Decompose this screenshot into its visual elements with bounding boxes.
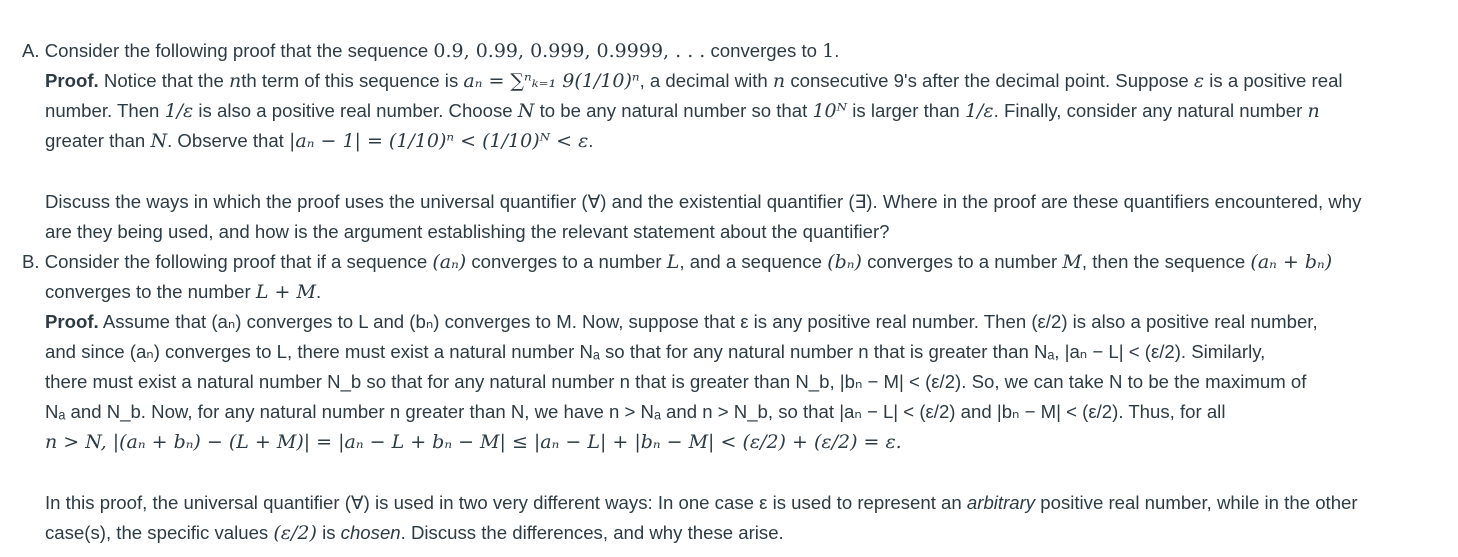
math-M: M <box>1062 251 1082 273</box>
part-a-proof-text: is a positive real <box>1204 70 1343 91</box>
part-a-limit: 1 <box>822 40 835 62</box>
part-b-final-text: positive real number, while in the other <box>1035 492 1358 513</box>
part-b-final-text: . Discuss the differences, and why these arise. <box>400 522 784 543</box>
part-b-intro-text: converges to a number <box>861 251 1063 272</box>
math-one-over-epsilon: 1/ε <box>164 100 194 122</box>
part-a-label: A. <box>22 40 40 61</box>
part-b-intro-line-2 <box>22 277 1452 307</box>
part-b-proof-line-5 <box>22 427 1452 457</box>
part-b-intro-text: converges to a number <box>466 251 667 272</box>
part-b-final-text: case(s), the specific values <box>45 522 274 543</box>
math-one-over-epsilon: 1/ε <box>964 100 994 122</box>
math-L-plus-M: L + M <box>255 281 316 303</box>
part-a-proof-line-2 <box>22 96 1452 126</box>
math-n: n <box>1307 100 1320 122</box>
part-b-label: B. <box>22 251 40 272</box>
part-b-intro-line-1 <box>22 247 1452 277</box>
math-N: N <box>517 100 535 122</box>
part-a-proof-text: greater than <box>45 130 151 151</box>
part-a-proof-text: is larger than <box>847 100 965 121</box>
math-seq-b: (bₙ) <box>827 251 862 273</box>
math-final-inequality: n > N, |(aₙ + bₙ) − (L + M)| = |aₙ − L + bₙ − M| ≤ |aₙ − L| + |bₙ − M| < (ε/2) + (ε/2) = ε. <box>45 431 902 453</box>
part-a-discuss-line-1: Discuss the ways in which the proof uses the universal quantifier (∀) and the existential quantifier (∃). Where in the proof are these quantifiers encountered, why <box>45 191 1362 212</box>
part-a-proof-text: th term of this sequence is <box>241 70 464 91</box>
math-seq-sum: (aₙ + bₙ) <box>1250 251 1333 273</box>
math-N: N <box>150 130 168 152</box>
part-a-proof-text: , a decimal with <box>639 70 773 91</box>
part-a-proof-text: Notice that the <box>98 70 229 91</box>
part-a-proof-text: . <box>588 130 594 151</box>
part-b-proof-text: Assume that (aₙ) converges to L and (bₙ) converges to M. Now, suppose that ε is any positive real number. Then (ε/2) is also a positive real number, <box>98 311 1318 332</box>
part-a-intro-period: . <box>834 40 840 61</box>
part-a-proof-text: . Finally, consider any natural number <box>993 100 1308 121</box>
part-a-proof-text: to be any natural number so that <box>534 100 813 121</box>
part-b-final-line-2 <box>22 518 1452 548</box>
math-seq-a: (aₙ) <box>432 251 467 273</box>
spacer <box>22 457 1452 488</box>
math-n: n <box>228 70 242 92</box>
part-a-proof-line-3 <box>22 126 1452 156</box>
math-n: n <box>772 70 786 92</box>
part-a-sequence: 0.9, 0.99, 0.999, 0.9999, . . . <box>433 40 706 62</box>
math-L: L <box>666 251 680 273</box>
part-b-intro-text: Consider the following proof that if a sequence <box>44 251 433 272</box>
part-b-proof-label: Proof. <box>45 311 99 332</box>
math-inequality-chain: |aₙ − 1| = (1/10)ⁿ < (1/10)ᴺ < ε <box>289 130 589 152</box>
spacer <box>22 156 1452 187</box>
part-a-proof-text: . Observe that <box>167 130 290 151</box>
math-epsilon-half: (ε/2) <box>273 522 317 544</box>
part-a-intro-text1: Consider the following proof that the sequence <box>44 40 434 61</box>
emphasis-arbitrary: arbitrary <box>966 492 1036 513</box>
part-a-intro-text2: converges to <box>705 40 823 61</box>
part-b-proof-line-4: Nₐ and N_b. Now, for any natural number n greater than N, we have n > Nₐ and n > N_b, so that |aₙ − L| < (ε/2) and |bₙ − M| < (ε/2). Thus, for all <box>45 401 1226 422</box>
part-b-intro-text: , then the sequence <box>1081 251 1251 272</box>
part-b-proof-line-2: and since (aₙ) converges to L, there must exist a natural number Nₐ so that for any natural number n that is greater than Nₐ, |aₙ − L| < (ε/2). Similarly, <box>45 341 1266 362</box>
part-a-proof-text: number. Then <box>45 100 165 121</box>
math-an-sum: aₙ = ∑ⁿₖ₌₁ 9(1/10)ⁿ <box>463 70 640 92</box>
part-a-proof-text: consecutive 9's after the decimal point. Suppose <box>785 70 1194 91</box>
math-epsilon: ε <box>1193 70 1205 92</box>
part-a-proof-text: is also a positive real number. Choose <box>193 100 518 121</box>
part-b-intro-text: converges to the number <box>45 281 256 302</box>
part-a-intro <box>22 36 1452 66</box>
part-b-final-text: In this proof, the universal quantifier (∀) is used in two very different ways: In one case ε is used to represent an <box>45 492 967 513</box>
math-ten-power-N: 10ᴺ <box>812 100 848 122</box>
part-b-final-line-1 <box>22 488 1452 518</box>
part-b-proof-line-1 <box>22 307 1452 337</box>
part-a-proof-label: Proof. <box>45 70 99 91</box>
part-b-proof-line-3: there must exist a natural number N_b so that for any natural number n that is greater than N_b, |bₙ − M| < (ε/2). So, we can take N to be the maximum of <box>45 371 1307 392</box>
part-a-discuss-line-2: are they being used, and how is the argument establishing the relevant statement about the quantifier? <box>45 221 890 242</box>
problem-document <box>22 36 1452 548</box>
part-b-final-text: is <box>316 522 341 543</box>
part-a-proof-line-1 <box>22 66 1452 96</box>
part-b-intro-text: , and a sequence <box>679 251 828 272</box>
part-b-intro-text: . <box>315 281 322 302</box>
emphasis-chosen: chosen <box>340 522 401 543</box>
